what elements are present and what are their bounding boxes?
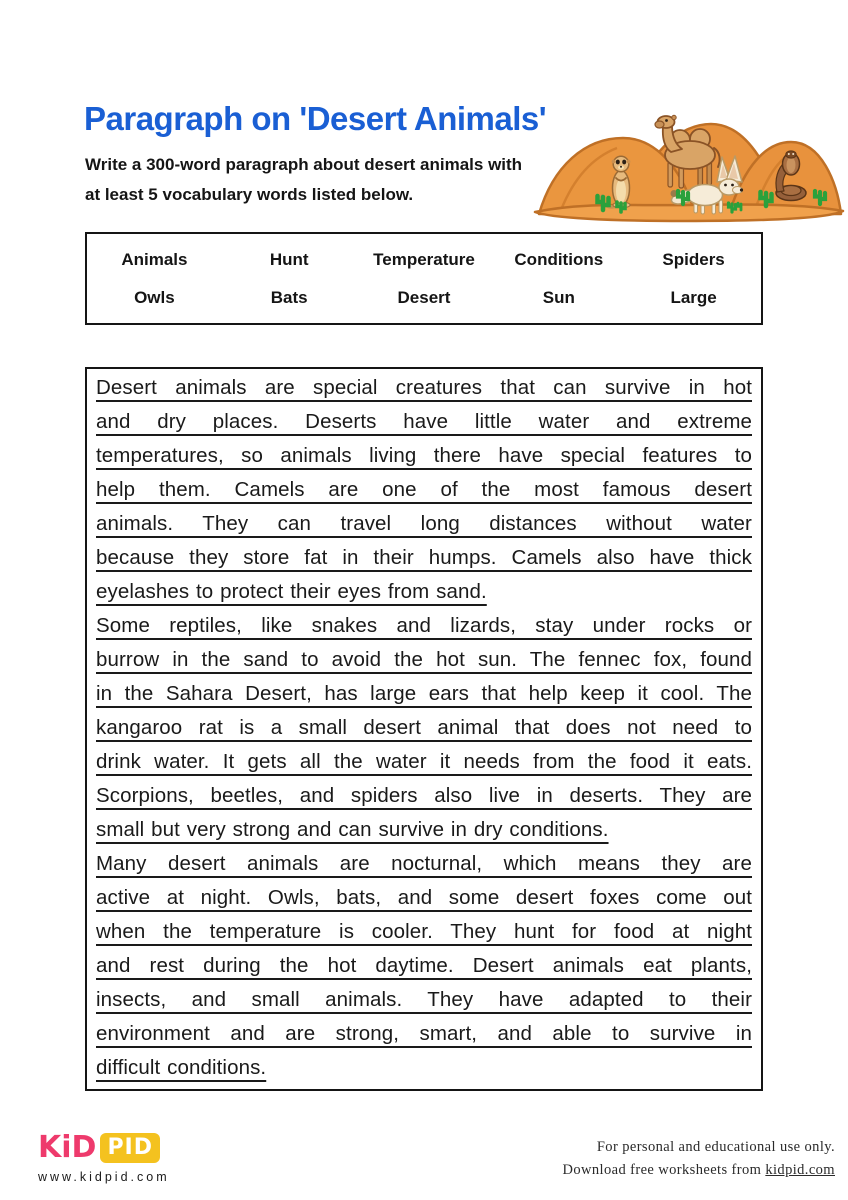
essay-line: small but very strong and can survive in dry conditions. bbox=[96, 818, 609, 841]
essay-line: Some reptiles, like snakes and lizards, stay under rocks or bbox=[96, 614, 752, 637]
instructions-line-2: at least 5 vocabulary words listed below. bbox=[85, 185, 414, 204]
kidpid-logo bbox=[38, 1130, 170, 1184]
essay-line: Many desert animals are nocturnal, which means they are bbox=[96, 852, 752, 875]
essay-line: when the temperature is cooler. They hunt for food at night bbox=[96, 920, 752, 943]
essay-line: Desert animals are special creatures that can survive in hot bbox=[96, 376, 752, 399]
essay-line: active at night. Owls, bats, and some desert foxes come out bbox=[96, 886, 752, 909]
logo-url: www.kidpid.com bbox=[38, 1170, 170, 1184]
essay-line: insects, and small animals. They have adapted to their bbox=[96, 988, 752, 1011]
essay-line: difficult conditions. bbox=[96, 1056, 267, 1079]
instructions bbox=[85, 150, 575, 210]
essay-line: help them. Camels are one of the most famous desert bbox=[96, 478, 752, 501]
essay-line: environment and are strong, smart, and able to survive in bbox=[96, 1022, 752, 1045]
vocab-word: Hunt bbox=[269, 249, 309, 269]
essay-line: and rest during the hot daytime. Desert animals eat plants, bbox=[96, 954, 752, 977]
usage-note bbox=[562, 1136, 835, 1182]
vocab-word: Spiders bbox=[662, 249, 725, 269]
essay-line: kangaroo rat is a small desert animal that does not need to bbox=[96, 716, 752, 739]
vocab-word: Temperature bbox=[373, 249, 475, 269]
desert-illustration bbox=[533, 94, 845, 224]
essay-line: drink water. It gets all the water it needs from the food it eats. bbox=[96, 750, 752, 773]
vocabulary-box bbox=[85, 232, 763, 325]
essay-paragraph bbox=[96, 847, 752, 1085]
essay-line: in the Sahara Desert, has large ears that help keep it cool. The bbox=[96, 682, 752, 705]
essay-line: temperatures, so animals living there have special features to bbox=[96, 444, 752, 467]
essay-line: and dry places. Deserts have little water and extreme bbox=[96, 410, 752, 433]
essay-box bbox=[85, 367, 763, 1091]
essay-paragraph bbox=[96, 609, 752, 847]
essay-line: because they store fat in their humps. Camels also have thick bbox=[96, 546, 752, 569]
page-title: Paragraph on 'Desert Animals' bbox=[84, 100, 547, 137]
essay-line: burrow in the sand to avoid the hot sun. The fennec fox, found bbox=[96, 648, 752, 671]
instructions-line-1: Write a 300-word paragraph about desert animals with bbox=[85, 155, 523, 174]
vocab-word: Animals bbox=[121, 249, 188, 269]
logo-kid-text: KiD bbox=[38, 1130, 97, 1165]
logo-pid-badge: PID bbox=[100, 1133, 160, 1163]
essay-line: animals. They can travel long distances without water bbox=[96, 512, 752, 535]
usage-note-line-2-text: Download free worksheets from bbox=[562, 1162, 766, 1178]
vocab-word: Desert bbox=[397, 287, 451, 307]
essay-line: eyelashes to protect their eyes from sand. bbox=[96, 580, 487, 603]
usage-note-line-2 bbox=[562, 1159, 835, 1182]
vocab-word: Owls bbox=[134, 287, 175, 307]
vocab-word: Bats bbox=[270, 287, 308, 307]
usage-note-line-1: For personal and educational use only. bbox=[596, 1139, 835, 1155]
kidpid-link[interactable]: kidpid.com bbox=[765, 1162, 835, 1178]
vocab-word: Sun bbox=[542, 287, 575, 307]
vocab-word: Large bbox=[670, 287, 717, 307]
vocab-word: Conditions bbox=[514, 249, 604, 269]
essay-paragraph bbox=[96, 371, 752, 609]
essay-line: Scorpions, beetles, and spiders also live in deserts. They are bbox=[96, 784, 752, 807]
